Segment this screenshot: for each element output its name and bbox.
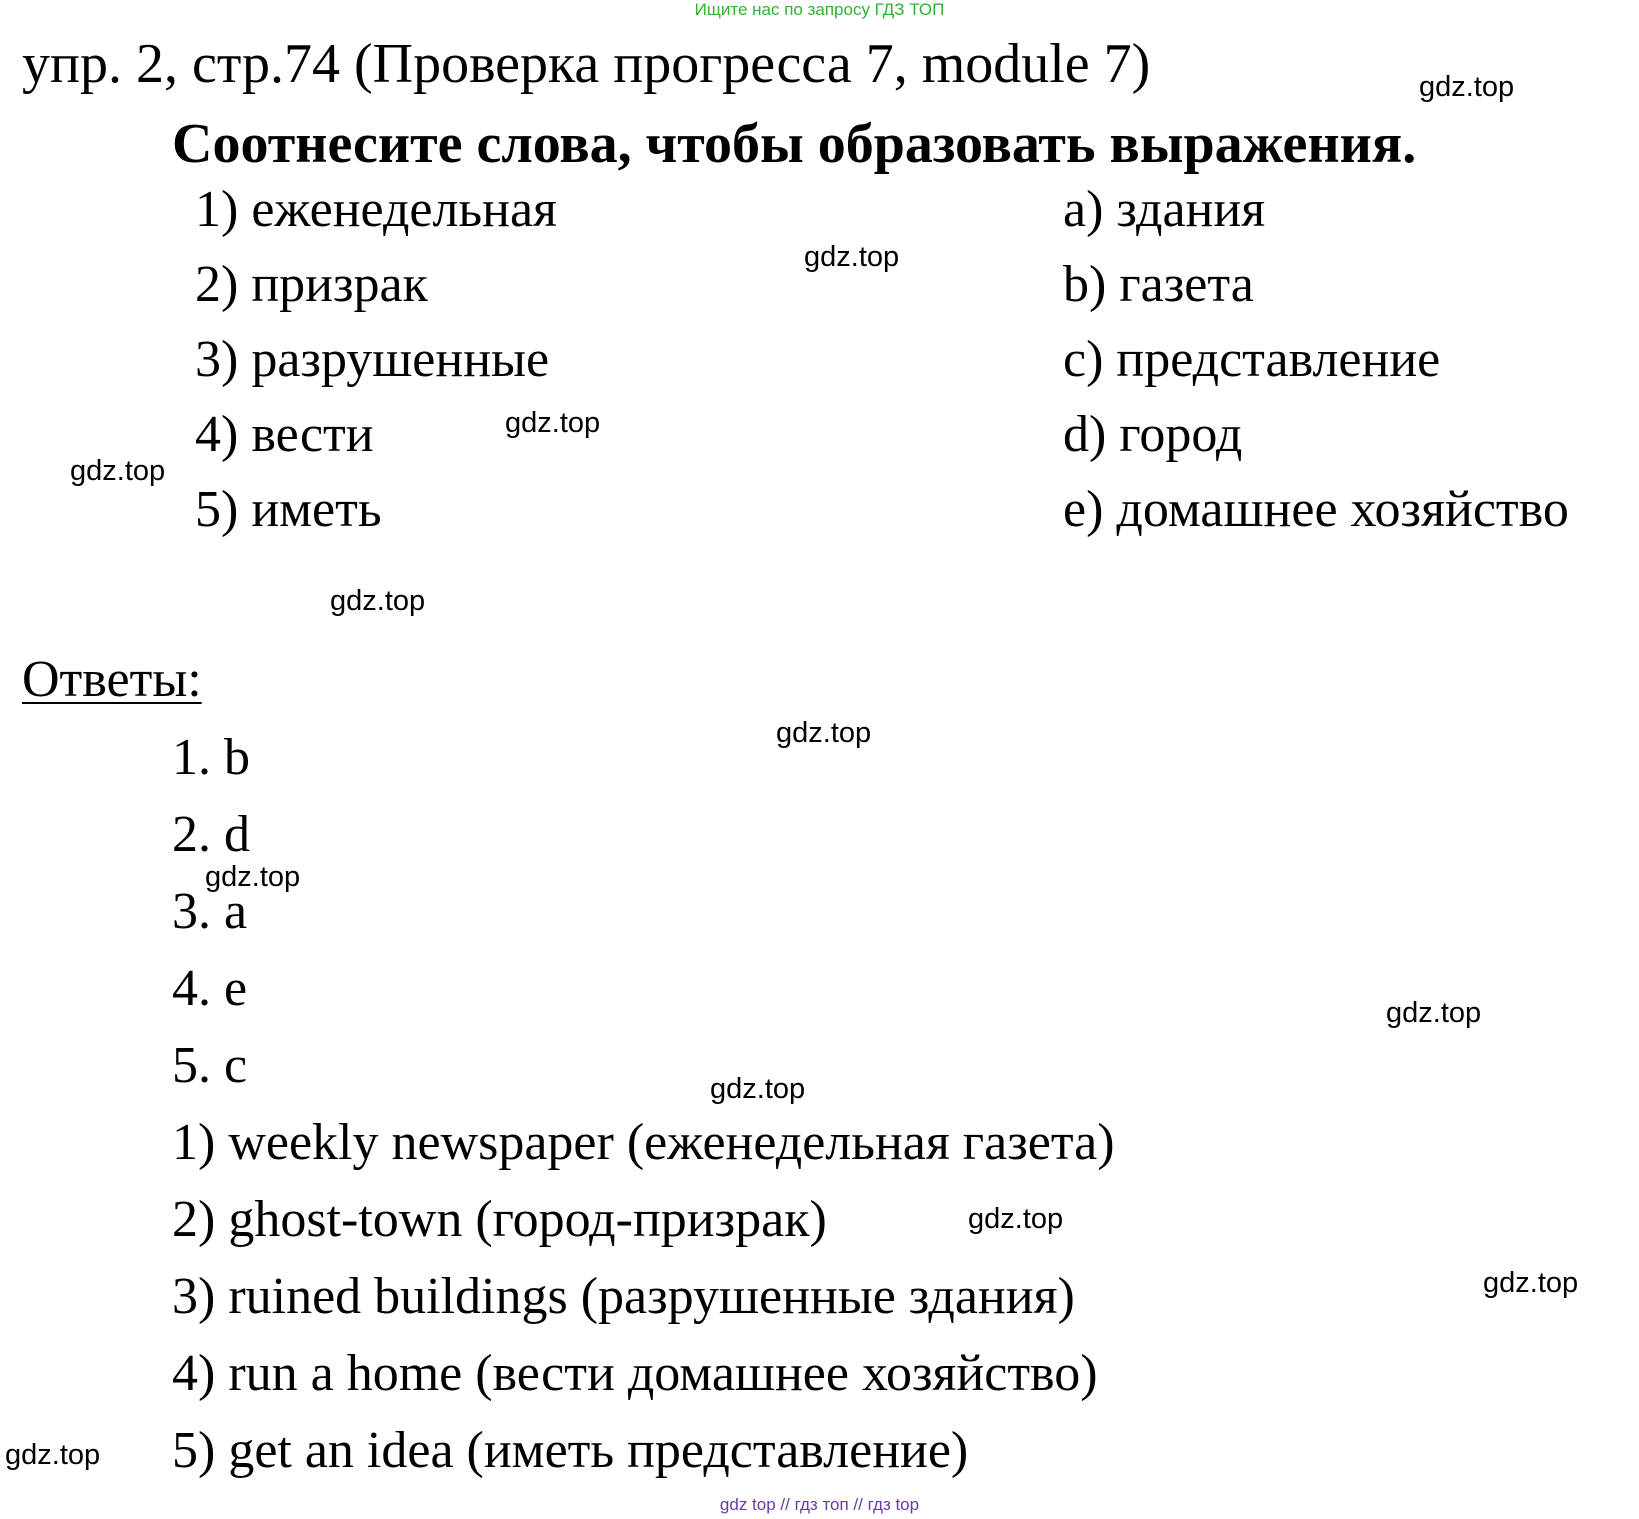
answers-heading: Ответы:: [22, 651, 202, 708]
top-banner-link[interactable]: Ищите нас по запросу ГДЗ ТОП: [694, 0, 945, 19]
right-item-d: d) город: [1063, 406, 1243, 463]
right-item-a: a) здания: [1063, 181, 1266, 238]
watermark: gdz.top: [1419, 71, 1515, 103]
phrase-3: 3) ruined buildings (разрушенные здания): [172, 1268, 1075, 1325]
left-item-1: 1) еженедельная: [195, 181, 557, 238]
match-4: 4. e: [172, 960, 248, 1017]
watermark: gdz.top: [776, 717, 872, 749]
watermark: gdz.top: [1386, 997, 1482, 1029]
phrase-2: 2) ghost-town (город-призрак): [172, 1191, 827, 1248]
left-item-5: 5) иметь: [195, 481, 382, 538]
right-item-c: c) представление: [1063, 331, 1441, 388]
watermark: gdz.top: [505, 407, 601, 439]
phrase-5: 5) get an idea (иметь представление): [172, 1422, 969, 1479]
match-5: 5. c: [172, 1037, 248, 1094]
watermark: gdz.top: [1483, 1267, 1579, 1299]
watermark: gdz.top: [5, 1439, 101, 1471]
left-item-4: 4) вести: [195, 406, 374, 463]
watermark: gdz.top: [70, 455, 166, 487]
watermark: gdz.top: [710, 1073, 806, 1105]
left-item-3: 3) разрушенные: [195, 331, 550, 388]
exercise-title: упр. 2, стр.74 (Проверка прогресса 7, module 7): [22, 33, 1151, 95]
watermark: gdz.top: [968, 1203, 1064, 1235]
match-2: 2. d: [172, 806, 250, 863]
phrase-1: 1) weekly newspaper (еженедельная газета): [172, 1114, 1115, 1171]
right-item-e: e) домашнее хозяйство: [1063, 481, 1569, 538]
match-1: 1. b: [172, 729, 250, 786]
watermark: gdz.top: [205, 861, 301, 893]
match-3: 3. a: [172, 883, 248, 940]
watermark: gdz.top: [330, 585, 426, 617]
footer-links[interactable]: gdz top // гдз топ // гдз top: [719, 1495, 920, 1514]
left-item-2: 2) призрак: [195, 256, 428, 313]
exercise-instruction: Соотнесите слова, чтобы образовать выражения.: [172, 113, 1417, 175]
watermark: gdz.top: [804, 241, 900, 273]
right-item-b: b) газета: [1063, 256, 1254, 313]
phrase-4: 4) run a home (вести домашнее хозяйство): [172, 1345, 1098, 1402]
